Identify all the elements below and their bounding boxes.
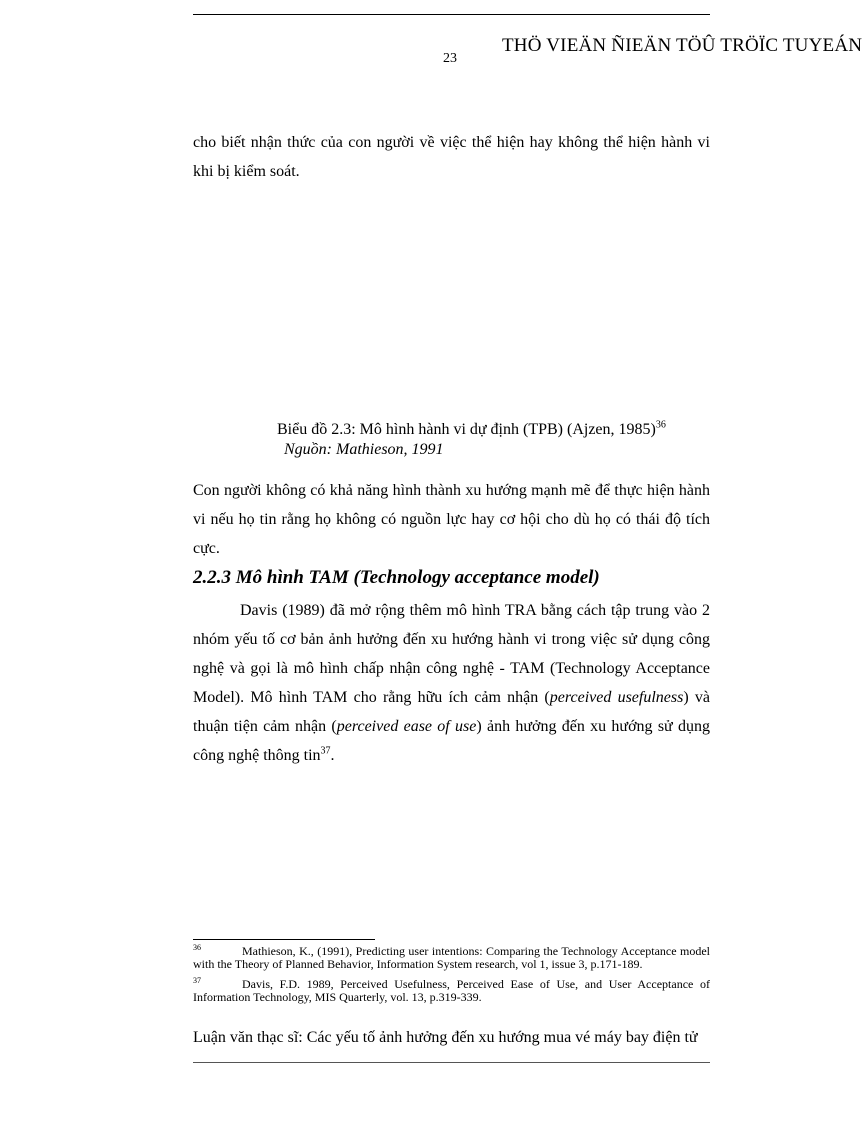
footnote-text: Mathieson, K., (1991), Predicting user intentions: Comparing the Technology Acceptance model with the Theory of Planned Behavior, Information System research, vol 1, issue 3, p.171-189.: [193, 944, 710, 971]
figure-caption: [277, 421, 666, 439]
paragraph-tam: [193, 596, 710, 770]
footnote-37: 37 Davis, F.D. 1989, Perceived Usefulness, Perceived Ease of Use, and User Acceptance of Information Technology, MIS Quarterly, vol. 13, p.319-339.: [193, 976, 710, 1004]
figure-source: Nguồn: Mathieson, 1991: [284, 441, 444, 458]
term-perceived-ease-of-use: perceived ease of use: [336, 718, 477, 735]
paragraph-tam-end: .: [330, 747, 335, 764]
paragraph-tam-part-c: ) ảnh hưởng đến xu hướng sử dụng công nghệ thông tin: [193, 718, 710, 764]
page-footer: Luận văn thạc sĩ: Các yếu tố ảnh hưởng đến xu hướng mua vé máy bay điện tử: [193, 1029, 698, 1046]
paragraph-tam-part-b: ) và thuận tiện cảm nhận (: [193, 689, 710, 735]
paragraph-tam-part-a: Davis (1989) đã mở rộng thêm mô hình TRA bằng cách tập trung vào 2 nhóm yếu tố cơ bản ảnh hưởng đến xu hướng hành vi trong việc sử dụng công nghệ và gọi là mô hình chấp nhận công nghệ - TAM (Technology Acceptance Model). Mô hình TAM cho rằng hữu ích cảm nhận (: [193, 602, 710, 706]
footnote-text: Davis, F.D. 1989, Perceived Usefulness, Perceived Ease of Use, and User Acceptance of Information Technology, MIS Quarterly, vol. 13, p.319-339.: [193, 977, 710, 1004]
section-heading-tam: 2.2.3 Mô hình TAM (Technology acceptance model): [193, 567, 600, 588]
figure-caption-text: Biểu đồ 2.3: Mô hình hành vi dự định (TPB) (Ajzen, 1985): [277, 421, 656, 438]
paragraph-intro: cho biết nhận thức của con người về việc thể hiện hay không thể hiện hành vi khi bị kiểm soát.: [193, 134, 710, 180]
paragraph-behavior: Con người không có khả năng hình thành xu hướng mạnh mẽ để thực hiện hành vi nếu họ tin rằng họ không có nguồn lực hay cơ hội cho dù họ có thái độ tích cực.: [193, 482, 710, 557]
header-rule: [193, 14, 710, 15]
footnote-36: 36 Mathieson, K., (1991), Predicting user intentions: Comparing the Technology Acceptance model with the Theory of Planned Behavior, Information System research, vol 1, issue 3, p.171-189.: [193, 943, 710, 971]
footnote-ref-36[interactable]: 36: [655, 419, 666, 431]
footnote-separator: [193, 939, 375, 940]
page-number: 23: [443, 51, 457, 66]
footer-rule: [193, 1062, 710, 1063]
watermark-text: THÖ VIEÄN ÑIEÄN TÖÛ TRÖÏC TUYEÁN: [502, 35, 862, 56]
footnote-ref-37[interactable]: 37: [320, 745, 331, 757]
term-perceived-usefulness: perceived usefulness: [549, 689, 684, 706]
